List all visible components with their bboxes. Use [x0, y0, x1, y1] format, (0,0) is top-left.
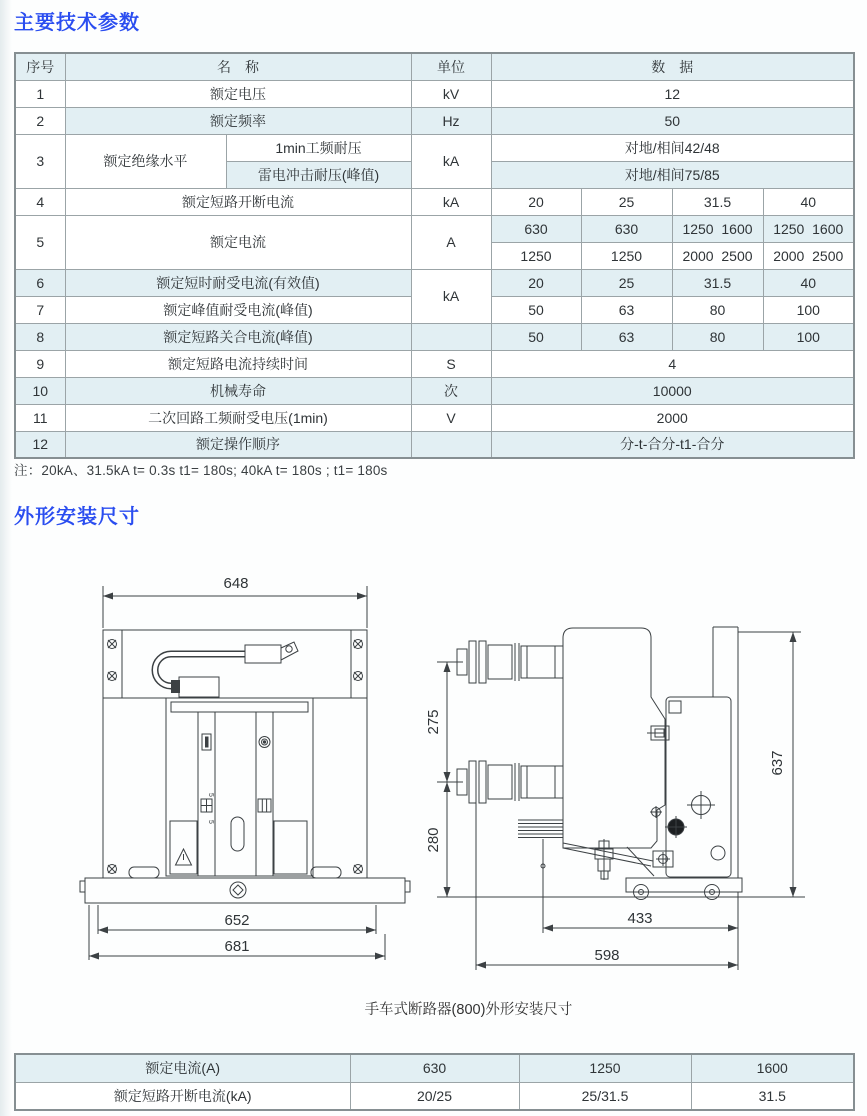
cell-r1-data: 12 [491, 80, 854, 107]
foot-left [129, 867, 159, 878]
cell-r8-no: 8 [15, 323, 65, 350]
cell-r5-b3: 2000 2500 [672, 242, 763, 269]
cell-r12-no: 12 [15, 431, 65, 458]
cell-r1-name: 额定电压 [65, 80, 411, 107]
cell-r6-d4: 40 [763, 269, 854, 296]
cell-r4-name: 额定短路开断电流 [65, 188, 411, 215]
table-footnote: 注：20kA、31.5kA t= 0.3s t1= 180s; 40kA t= 180s ; t1= 180s [14, 463, 388, 478]
carriage-base [626, 878, 742, 900]
section-title-main-parameters: 主要技术参数 [14, 12, 140, 34]
linkage-assembly [563, 839, 673, 880]
base-frame [80, 878, 410, 903]
cell-r6-d2: 25 [581, 269, 672, 296]
dim-label-648: 648 [223, 575, 249, 592]
side-view-drawing [423, 593, 867, 985]
pole-panel [166, 698, 313, 876]
cell-r5-a2: 630 [581, 215, 672, 242]
cell-r11-name: 二次回路工频耐受电压(1min) [65, 404, 411, 431]
table-row [15, 80, 854, 107]
cell-current-c1: 630 [350, 1054, 519, 1082]
table-row [15, 134, 854, 161]
cell-r11-unit: V [411, 404, 491, 431]
dim-label-681: 681 [224, 938, 250, 955]
page-edge-shade [0, 0, 12, 1116]
dim-label-652: 652 [224, 912, 250, 929]
cell-current-c2: 1250 [519, 1054, 691, 1082]
breaker-body [563, 628, 665, 848]
cell-r6-d1: 20 [491, 269, 581, 296]
cell-r9-unit: S [411, 350, 491, 377]
bushing-lower [457, 761, 563, 803]
table-row [15, 215, 854, 242]
dim-label-433: 433 [627, 910, 653, 927]
cell-r4-no: 4 [15, 188, 65, 215]
cell-breaking-c3: 31.5 [691, 1082, 854, 1110]
cell-r8-name: 额定短路关合电流(峰值) [65, 323, 411, 350]
technical-parameters-table [14, 52, 855, 459]
header-no: 序号 [15, 53, 65, 80]
cell-r6-no: 6 [15, 269, 65, 296]
dimension-598 [476, 803, 738, 970]
rail-mark-upper: 5 [207, 793, 214, 797]
cell-r3-data2: 对地/相间75/85 [491, 161, 854, 188]
cell-r8-d1: 50 [491, 323, 581, 350]
cell-r3-sub2: 雷电冲击耐压(峰值) [226, 161, 411, 188]
cell-r5-b1: 1250 [491, 242, 581, 269]
cell-r6-name: 额定短时耐受电流(有效值) [65, 269, 411, 296]
dimension-280 [425, 782, 447, 897]
header-name: 名 称 [65, 53, 411, 80]
rail-mark-lower: 5 [207, 820, 214, 824]
spring-coil [518, 820, 563, 838]
cell-r4-d4: 40 [763, 188, 854, 215]
cell-r12-data: 分-t-合分-t1-合分 [491, 431, 854, 458]
cell-r3-unit: kA [411, 134, 491, 188]
cell-r7-d3: 80 [672, 296, 763, 323]
table-row [15, 350, 854, 377]
control-cable [155, 642, 298, 697]
keyhole-slot [231, 817, 244, 851]
cell-r9-no: 9 [15, 350, 65, 377]
cell-r6-d3: 31.5 [672, 269, 763, 296]
dimension-637 [769, 632, 793, 897]
cell-current-label: 额定电流(A) [15, 1054, 350, 1082]
table-header-row [15, 53, 854, 80]
table-row [15, 404, 854, 431]
header-data: 数 据 [491, 53, 854, 80]
cell-r10-name: 机械寿命 [65, 377, 411, 404]
cell-r12-unit-empty [411, 431, 491, 458]
cell-r3-sub1: 1min工频耐压 [226, 134, 411, 161]
cell-r3-no: 3 [15, 134, 65, 188]
cell-breaking-c1: 20/25 [350, 1082, 519, 1110]
frame-post [713, 627, 801, 878]
cell-r6-unit: kA [411, 269, 491, 323]
cell-r8-d2: 63 [581, 323, 672, 350]
cell-r1-no: 1 [15, 80, 65, 107]
cell-r5-no: 5 [15, 215, 65, 269]
cell-r2-name: 额定频率 [65, 107, 411, 134]
cell-r8-d3: 80 [672, 323, 763, 350]
rated-current-table [14, 1053, 855, 1111]
table-row [15, 323, 854, 350]
cell-r8-d4: 100 [763, 323, 854, 350]
cell-breaking-label: 额定短路开断电流(kA) [15, 1082, 350, 1110]
warning-triangle-icon [176, 849, 192, 865]
cell-r4-d3: 31.5 [672, 188, 763, 215]
table-row [15, 431, 854, 458]
cell-r3-data1: 对地/相间42/48 [491, 134, 854, 161]
cell-r2-unit: Hz [411, 107, 491, 134]
header-unit: 单位 [411, 53, 491, 80]
cell-r9-name: 额定短路电流持续时间 [65, 350, 411, 377]
table-row [15, 1054, 854, 1082]
table-row [15, 269, 854, 296]
dim-label-280: 280 [425, 827, 442, 853]
dim-label-637: 637 [769, 750, 786, 776]
mechanism-panel [650, 697, 731, 877]
cell-current-c3: 1600 [691, 1054, 854, 1082]
cell-r3-name: 额定绝缘水平 [65, 134, 226, 188]
screw-icon [108, 640, 363, 874]
cell-r7-d1: 50 [491, 296, 581, 323]
cell-r2-no: 2 [15, 107, 65, 134]
cell-r10-unit: 次 [411, 377, 491, 404]
foot-right [311, 867, 341, 878]
table-row [15, 1082, 854, 1110]
cell-r1-unit: kV [411, 80, 491, 107]
cell-r5-a3: 1250 1600 [672, 215, 763, 242]
cell-r10-data: 10000 [491, 377, 854, 404]
dimension-652 [98, 905, 376, 934]
dim-label-598: 598 [594, 947, 620, 964]
cell-r9-data: 4 [491, 350, 854, 377]
table-row [15, 107, 854, 134]
cell-r12-name: 额定操作顺序 [65, 431, 411, 458]
cell-r5-b4: 2000 2500 [763, 242, 854, 269]
cell-r5-b2: 1250 [581, 242, 672, 269]
cell-r4-d2: 25 [581, 188, 672, 215]
cell-r7-d2: 63 [581, 296, 672, 323]
bushing-upper [457, 641, 563, 683]
front-view-drawing [75, 568, 415, 970]
section-title-dimensions: 外形安装尺寸 [14, 506, 140, 528]
cell-r4-unit: kA [411, 188, 491, 215]
cell-r11-data: 2000 [491, 404, 854, 431]
dim-label-275: 275 [425, 709, 442, 735]
cell-r11-no: 11 [15, 404, 65, 431]
dimension-648 [103, 575, 367, 628]
cell-r4-d1: 20 [491, 188, 581, 215]
cell-r10-no: 10 [15, 377, 65, 404]
cell-r5-name: 额定电流 [65, 215, 411, 269]
dimension-275 [425, 662, 463, 782]
cell-r5-a4: 1250 1600 [763, 215, 854, 242]
cell-r8-unit-empty [411, 323, 491, 350]
cell-r7-no: 7 [15, 296, 65, 323]
cell-r7-d4: 100 [763, 296, 854, 323]
cell-r7-name: 额定峰值耐受电流(峰值) [65, 296, 411, 323]
cell-r5-a1: 630 [491, 215, 581, 242]
table-row [15, 188, 854, 215]
cell-r2-data: 50 [491, 107, 854, 134]
top-panel [103, 630, 367, 698]
cell-breaking-c2: 25/31.5 [519, 1082, 691, 1110]
drawing-caption: 手车式断路器(800)外形安装尺寸 [364, 1002, 573, 1018]
table-row [15, 377, 854, 404]
cell-r5-unit: A [411, 215, 491, 269]
